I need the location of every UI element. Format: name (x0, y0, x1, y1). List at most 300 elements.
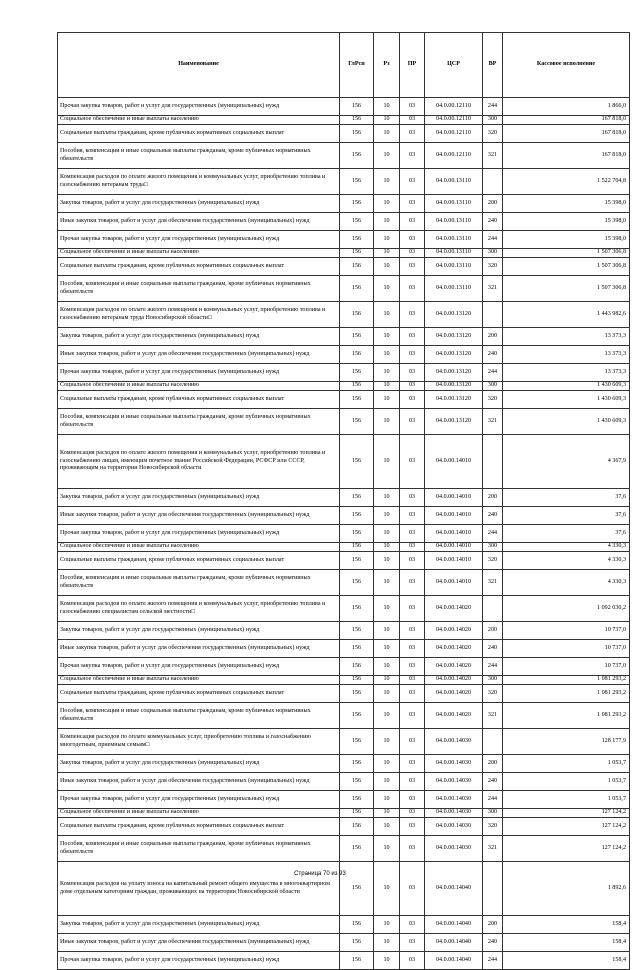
cell-vr: 200 (483, 916, 503, 934)
cell-amount: 4 367,9 (503, 435, 630, 489)
table-body (58, 98, 630, 970)
cell-amount: 10 737,0 (503, 622, 630, 640)
cell-rz: 10 (374, 952, 400, 970)
cell-grbs: 156 (340, 98, 374, 116)
cell-name: Прочая закупка товаров, работ и услуг для государственных (муниципальных) нужд (58, 98, 340, 116)
cell-amount: 158,4 (503, 916, 630, 934)
cell-name: Пособия, компенсации и иные социальные выплаты гражданам, кроме публичных нормативных обязательств (58, 409, 340, 435)
cell-vr (483, 729, 503, 755)
cell-pr: 03 (400, 213, 425, 231)
cell-amount: 1 507 306,8 (503, 249, 630, 258)
table-row (58, 525, 630, 543)
cell-grbs: 156 (340, 703, 374, 729)
cell-amount: 127 124,2 (503, 818, 630, 836)
cell-grbs: 156 (340, 952, 374, 970)
cell-grbs: 156 (340, 596, 374, 622)
cell-grbs: 156 (340, 640, 374, 658)
cell-name: Социальные выплаты гражданам, кроме публичных нормативных социальных выплат (58, 685, 340, 703)
cell-pr: 03 (400, 169, 425, 195)
cell-grbs: 156 (340, 213, 374, 231)
cell-vr: 244 (483, 364, 503, 382)
cell-rz: 10 (374, 729, 400, 755)
cell-grbs: 156 (340, 507, 374, 525)
cell-rz: 10 (374, 507, 400, 525)
cell-rz: 10 (374, 934, 400, 952)
cell-csr: 04.0.00.13110 (425, 276, 483, 302)
cell-csr: 04.0.00.14020 (425, 685, 483, 703)
cell-csr: 04.0.00.14040 (425, 916, 483, 934)
cell-vr: 244 (483, 791, 503, 809)
cell-name: Социальные выплаты гражданам, кроме публичных нормативных социальных выплат (58, 391, 340, 409)
table-row (58, 755, 630, 773)
cell-rz: 10 (374, 302, 400, 328)
cell-pr: 03 (400, 934, 425, 952)
table-row (58, 435, 630, 489)
cell-amount: 1 081 293,2 (503, 685, 630, 703)
cell-vr: 321 (483, 836, 503, 862)
cell-rz: 10 (374, 364, 400, 382)
cell-csr: 04.0.00.14030 (425, 729, 483, 755)
cell-name: Компенсация расходов по оплате жилого помещения и коммунальных услуг, приобретению топлива и газоснабжению лицам, имеющим почетное звание Российской Федерации, РСФСР или СССР, проживающим на территории Новосибирской области (58, 435, 340, 489)
cell-amount: 127 124,2 (503, 836, 630, 862)
cell-name: Компенсация расходов по оплате жилого помещения и коммунальных услуг, приобретению топлива и газоснабжению ветеранам труда□ (58, 169, 340, 195)
cell-pr: 03 (400, 818, 425, 836)
cell-amount: 1 081 293,2 (503, 676, 630, 685)
cell-csr: 04.0.00.13110 (425, 249, 483, 258)
cell-vr: 200 (483, 195, 503, 213)
cell-name: Социальное обеспечение и иные выплаты населению (58, 676, 340, 685)
cell-grbs: 156 (340, 658, 374, 676)
cell-vr: 321 (483, 570, 503, 596)
cell-amount: 4 330,3 (503, 570, 630, 596)
cell-pr: 03 (400, 231, 425, 249)
cell-name: Закупка товаров, работ и услуг для государственных (муниципальных) нужд (58, 328, 340, 346)
cell-vr: 240 (483, 346, 503, 364)
cell-vr: 320 (483, 125, 503, 143)
cell-grbs: 156 (340, 729, 374, 755)
cell-rz: 10 (374, 676, 400, 685)
cell-amount: 1 892,6 (503, 862, 630, 916)
table-row (58, 916, 630, 934)
cell-csr: 04.0.00.14020 (425, 640, 483, 658)
table-header-row (58, 33, 630, 98)
cell-rz: 10 (374, 570, 400, 596)
cell-rz: 10 (374, 809, 400, 818)
cell-pr: 03 (400, 809, 425, 818)
cell-amount: 15 398,0 (503, 213, 630, 231)
cell-name: Закупка товаров, работ и услуг для государственных (муниципальных) нужд (58, 755, 340, 773)
cell-amount: 1 081 293,2 (503, 703, 630, 729)
cell-grbs: 156 (340, 143, 374, 169)
cell-rz: 10 (374, 258, 400, 276)
table-row (58, 934, 630, 952)
cell-name: Социальное обеспечение и иные выплаты населению (58, 543, 340, 552)
cell-name: Социальное обеспечение и иные выплаты населению (58, 809, 340, 818)
cell-name: Иные закупки товаров, работ и услуг для обеспечения государственных (муниципальных) нужд (58, 640, 340, 658)
cell-vr: 240 (483, 640, 503, 658)
cell-pr: 03 (400, 328, 425, 346)
cell-grbs: 156 (340, 552, 374, 570)
cell-rz: 10 (374, 213, 400, 231)
cell-grbs: 156 (340, 328, 374, 346)
cell-vr: 320 (483, 552, 503, 570)
cell-rz: 10 (374, 552, 400, 570)
cell-name: Компенсация расходов по оплате коммунальных услуг, приобретению топлива и газоснабжению многодетным, приемным семьям□ (58, 729, 340, 755)
cell-pr: 03 (400, 364, 425, 382)
cell-csr: 04.0.00.13110 (425, 195, 483, 213)
cell-vr: 321 (483, 409, 503, 435)
table-row (58, 409, 630, 435)
cell-grbs: 156 (340, 364, 374, 382)
table-row (58, 622, 630, 640)
table-row (58, 729, 630, 755)
cell-pr: 03 (400, 249, 425, 258)
cell-csr: 04.0.00.14030 (425, 836, 483, 862)
cell-rz: 10 (374, 169, 400, 195)
cell-name: Закупка товаров, работ и услуг для государственных (муниципальных) нужд (58, 195, 340, 213)
cell-amount: 10 737,0 (503, 640, 630, 658)
cell-pr: 03 (400, 382, 425, 391)
cell-vr: 244 (483, 525, 503, 543)
cell-rz: 10 (374, 525, 400, 543)
cell-grbs: 156 (340, 489, 374, 507)
table-row (58, 952, 630, 970)
cell-grbs: 156 (340, 195, 374, 213)
cell-vr (483, 435, 503, 489)
cell-pr: 03 (400, 116, 425, 125)
cell-name: Компенсация расходов на уплату взноса на капитальный ремонт общего имущества в многоквартирном доме отдельным категориям граждан, проживающих на территории Новосибирской области (58, 862, 340, 916)
cell-amount: 1 443 982,6 (503, 302, 630, 328)
cell-csr: 04.0.00.14010 (425, 489, 483, 507)
cell-pr: 03 (400, 862, 425, 916)
header-grbs: ГлРсп (340, 33, 374, 98)
cell-grbs: 156 (340, 934, 374, 952)
cell-name: Социальное обеспечение и иные выплаты населению (58, 382, 340, 391)
table-row (58, 809, 630, 818)
cell-grbs: 156 (340, 435, 374, 489)
cell-amount: 1 430 609,3 (503, 409, 630, 435)
cell-pr: 03 (400, 952, 425, 970)
cell-vr: 321 (483, 703, 503, 729)
table-row (58, 98, 630, 116)
cell-csr: 04.0.00.14030 (425, 773, 483, 791)
cell-pr: 03 (400, 409, 425, 435)
cell-name: Социальные выплаты гражданам, кроме публичных нормативных социальных выплат (58, 552, 340, 570)
cell-csr: 04.0.00.12110 (425, 125, 483, 143)
cell-grbs: 156 (340, 525, 374, 543)
cell-pr: 03 (400, 435, 425, 489)
header-vr: ВР (483, 33, 503, 98)
cell-amount: 1 507 306,8 (503, 258, 630, 276)
cell-pr: 03 (400, 676, 425, 685)
cell-pr: 03 (400, 195, 425, 213)
cell-csr: 04.0.00.12110 (425, 143, 483, 169)
cell-amount: 37,6 (503, 507, 630, 525)
cell-grbs: 156 (340, 346, 374, 364)
cell-csr: 04.0.00.14030 (425, 755, 483, 773)
cell-amount: 4 330,3 (503, 552, 630, 570)
cell-grbs: 156 (340, 125, 374, 143)
cell-grbs: 156 (340, 755, 374, 773)
cell-name: Иные закупки товаров, работ и услуг для обеспечения государственных (муниципальных) нужд (58, 346, 340, 364)
header-name: Наименование (58, 33, 340, 98)
table-row (58, 596, 630, 622)
cell-name: Социальные выплаты гражданам, кроме публичных нормативных социальных выплат (58, 125, 340, 143)
table-row (58, 143, 630, 169)
cell-vr: 300 (483, 382, 503, 391)
header-amount: Кассовое исполнение (503, 33, 630, 98)
table-row (58, 276, 630, 302)
cell-pr: 03 (400, 622, 425, 640)
cell-name: Прочая закупка товаров, работ и услуг для государственных (муниципальных) нужд (58, 525, 340, 543)
cell-rz: 10 (374, 640, 400, 658)
cell-vr: 321 (483, 143, 503, 169)
cell-rz: 10 (374, 836, 400, 862)
cell-pr: 03 (400, 98, 425, 116)
cell-csr: 04.0.00.14010 (425, 543, 483, 552)
cell-pr: 03 (400, 916, 425, 934)
cell-pr: 03 (400, 570, 425, 596)
cell-csr: 04.0.00.13120 (425, 328, 483, 346)
table-row (58, 116, 630, 125)
cell-csr: 04.0.00.12110 (425, 98, 483, 116)
cell-rz: 10 (374, 755, 400, 773)
table-row (58, 125, 630, 143)
cell-rz: 10 (374, 328, 400, 346)
cell-name: Социальное обеспечение и иные выплаты населению (58, 116, 340, 125)
table-row (58, 346, 630, 364)
cell-pr: 03 (400, 791, 425, 809)
cell-vr: 300 (483, 809, 503, 818)
cell-pr: 03 (400, 729, 425, 755)
cell-grbs: 156 (340, 276, 374, 302)
cell-pr: 03 (400, 552, 425, 570)
cell-amount: 1 522 704,8 (503, 169, 630, 195)
cell-name: Компенсация расходов по оплате жилого помещения и коммунальных услуг, приобретению топлива и газоснабжению специалистам сельской местности□ (58, 596, 340, 622)
cell-name: Закупка товаров, работ и услуг для государственных (муниципальных) нужд (58, 622, 340, 640)
cell-pr: 03 (400, 773, 425, 791)
cell-csr: 04.0.00.13110 (425, 213, 483, 231)
cell-rz: 10 (374, 862, 400, 916)
cell-rz: 10 (374, 391, 400, 409)
cell-pr: 03 (400, 640, 425, 658)
table-row (58, 195, 630, 213)
cell-rz: 10 (374, 658, 400, 676)
cell-csr: 04.0.00.14020 (425, 622, 483, 640)
cell-rz: 10 (374, 143, 400, 169)
table-row (58, 328, 630, 346)
cell-csr: 04.0.00.13120 (425, 409, 483, 435)
cell-amount: 167 818,0 (503, 143, 630, 169)
table-row (58, 552, 630, 570)
cell-grbs: 156 (340, 116, 374, 125)
cell-vr: 300 (483, 676, 503, 685)
table-row (58, 364, 630, 382)
cell-grbs: 156 (340, 916, 374, 934)
cell-pr: 03 (400, 755, 425, 773)
table-row (58, 249, 630, 258)
cell-vr: 244 (483, 98, 503, 116)
table-row (58, 302, 630, 328)
cell-name: Пособия, компенсации и иные социальные выплаты гражданам, кроме публичных нормативных обязательств (58, 836, 340, 862)
cell-amount: 15 398,0 (503, 195, 630, 213)
cell-rz: 10 (374, 818, 400, 836)
cell-vr: 240 (483, 934, 503, 952)
cell-rz: 10 (374, 382, 400, 391)
cell-csr: 04.0.00.14020 (425, 676, 483, 685)
cell-grbs: 156 (340, 818, 374, 836)
cell-rz: 10 (374, 622, 400, 640)
cell-amount: 10 737,0 (503, 658, 630, 676)
table-row (58, 258, 630, 276)
cell-rz: 10 (374, 435, 400, 489)
cell-csr: 04.0.00.14010 (425, 570, 483, 596)
cell-name: Пособия, компенсации и иные социальные выплаты гражданам, кроме публичных нормативных обязательств (58, 276, 340, 302)
cell-grbs: 156 (340, 258, 374, 276)
table-row (58, 773, 630, 791)
cell-amount: 1 092 030,2 (503, 596, 630, 622)
cell-amount: 167 818,0 (503, 116, 630, 125)
cell-name: Иные закупки товаров, работ и услуг для обеспечения государственных (муниципальных) нужд (58, 507, 340, 525)
cell-csr: 04.0.00.14010 (425, 507, 483, 525)
cell-name: Социальные выплаты гражданам, кроме публичных нормативных социальных выплат (58, 258, 340, 276)
page-number: Страница 70 из 93 (294, 871, 346, 877)
cell-csr: 04.0.00.14040 (425, 934, 483, 952)
cell-pr: 03 (400, 836, 425, 862)
cell-grbs: 156 (340, 382, 374, 391)
cell-amount: 1 430 609,3 (503, 382, 630, 391)
cell-pr: 03 (400, 391, 425, 409)
cell-csr: 04.0.00.13120 (425, 382, 483, 391)
cell-name: Социальные выплаты гражданам, кроме публичных нормативных социальных выплат (58, 818, 340, 836)
header-csr: ЦСР (425, 33, 483, 98)
table-row (58, 685, 630, 703)
table-row (58, 862, 630, 916)
cell-csr: 04.0.00.14040 (425, 862, 483, 916)
cell-rz: 10 (374, 773, 400, 791)
cell-grbs: 156 (340, 836, 374, 862)
table-row (58, 818, 630, 836)
cell-amount: 1 053,7 (503, 791, 630, 809)
cell-grbs: 156 (340, 391, 374, 409)
cell-pr: 03 (400, 596, 425, 622)
cell-name: Пособия, компенсации и иные социальные выплаты гражданам, кроме публичных нормативных обязательств (58, 570, 340, 596)
cell-rz: 10 (374, 346, 400, 364)
cell-amount: 1 053,7 (503, 755, 630, 773)
cell-name: Прочая закупка товаров, работ и услуг для государственных (муниципальных) нужд (58, 231, 340, 249)
cell-grbs: 156 (340, 791, 374, 809)
cell-name: Прочая закупка товаров, работ и услуг для государственных (муниципальных) нужд (58, 791, 340, 809)
cell-csr: 04.0.00.14030 (425, 818, 483, 836)
cell-rz: 10 (374, 249, 400, 258)
cell-vr: 200 (483, 328, 503, 346)
cell-amount: 13 373,3 (503, 328, 630, 346)
cell-amount: 37,6 (503, 489, 630, 507)
cell-vr: 300 (483, 543, 503, 552)
cell-rz: 10 (374, 231, 400, 249)
cell-name: Иные закупки товаров, работ и услуг для обеспечения государственных (муниципальных) нужд (58, 773, 340, 791)
cell-vr: 244 (483, 952, 503, 970)
cell-name: Закупка товаров, работ и услуг для государственных (муниципальных) нужд (58, 916, 340, 934)
cell-name: Иные закупки товаров, работ и услуг для обеспечения государственных (муниципальных) нужд (58, 934, 340, 952)
cell-vr: 320 (483, 391, 503, 409)
cell-csr: 04.0.00.14020 (425, 596, 483, 622)
cell-rz: 10 (374, 685, 400, 703)
cell-vr: 244 (483, 231, 503, 249)
table-row (58, 640, 630, 658)
cell-name: Прочая закупка товаров, работ и услуг для государственных (муниципальных) нужд (58, 658, 340, 676)
cell-amount: 13 373,3 (503, 364, 630, 382)
cell-amount: 13 373,3 (503, 346, 630, 364)
cell-amount: 167 818,0 (503, 125, 630, 143)
cell-pr: 03 (400, 489, 425, 507)
cell-grbs: 156 (340, 570, 374, 596)
cell-vr: 300 (483, 116, 503, 125)
cell-vr (483, 596, 503, 622)
cell-rz: 10 (374, 195, 400, 213)
cell-csr: 04.0.00.14030 (425, 791, 483, 809)
cell-grbs: 156 (340, 862, 374, 916)
table-row (58, 507, 630, 525)
cell-grbs: 156 (340, 169, 374, 195)
cell-pr: 03 (400, 543, 425, 552)
table-row (58, 791, 630, 809)
cell-csr: 04.0.00.13110 (425, 231, 483, 249)
cell-name: Закупка товаров, работ и услуг для государственных (муниципальных) нужд (58, 489, 340, 507)
cell-rz: 10 (374, 125, 400, 143)
cell-csr: 04.0.00.13120 (425, 346, 483, 364)
cell-name: Прочая закупка товаров, работ и услуг для государственных (муниципальных) нужд (58, 952, 340, 970)
cell-rz: 10 (374, 489, 400, 507)
cell-amount: 1 507 306,8 (503, 276, 630, 302)
cell-grbs: 156 (340, 409, 374, 435)
cell-vr: 200 (483, 622, 503, 640)
table-row (58, 543, 630, 552)
cell-grbs: 156 (340, 685, 374, 703)
cell-vr: 200 (483, 489, 503, 507)
cell-grbs: 156 (340, 249, 374, 258)
cell-pr: 03 (400, 125, 425, 143)
cell-vr: 200 (483, 755, 503, 773)
cell-rz: 10 (374, 409, 400, 435)
cell-amount: 1 430 609,3 (503, 391, 630, 409)
cell-pr: 03 (400, 302, 425, 328)
cell-amount: 127 124,2 (503, 809, 630, 818)
cell-vr: 240 (483, 507, 503, 525)
cell-pr: 03 (400, 685, 425, 703)
cell-grbs: 156 (340, 773, 374, 791)
table-row (58, 489, 630, 507)
cell-vr (483, 862, 503, 916)
cell-csr: 04.0.00.13110 (425, 258, 483, 276)
budget-table (57, 32, 630, 970)
table-row (58, 570, 630, 596)
header-rz: Рз (374, 33, 400, 98)
cell-grbs: 156 (340, 809, 374, 818)
cell-csr: 04.0.00.13120 (425, 391, 483, 409)
cell-name: Прочая закупка товаров, работ и услуг для государственных (муниципальных) нужд (58, 364, 340, 382)
cell-csr: 04.0.00.14040 (425, 952, 483, 970)
cell-vr: 240 (483, 773, 503, 791)
cell-vr (483, 169, 503, 195)
cell-grbs: 156 (340, 622, 374, 640)
cell-pr: 03 (400, 507, 425, 525)
cell-amount: 1 866,0 (503, 98, 630, 116)
cell-rz: 10 (374, 98, 400, 116)
cell-rz: 10 (374, 791, 400, 809)
cell-grbs: 156 (340, 302, 374, 328)
table-row (58, 391, 630, 409)
